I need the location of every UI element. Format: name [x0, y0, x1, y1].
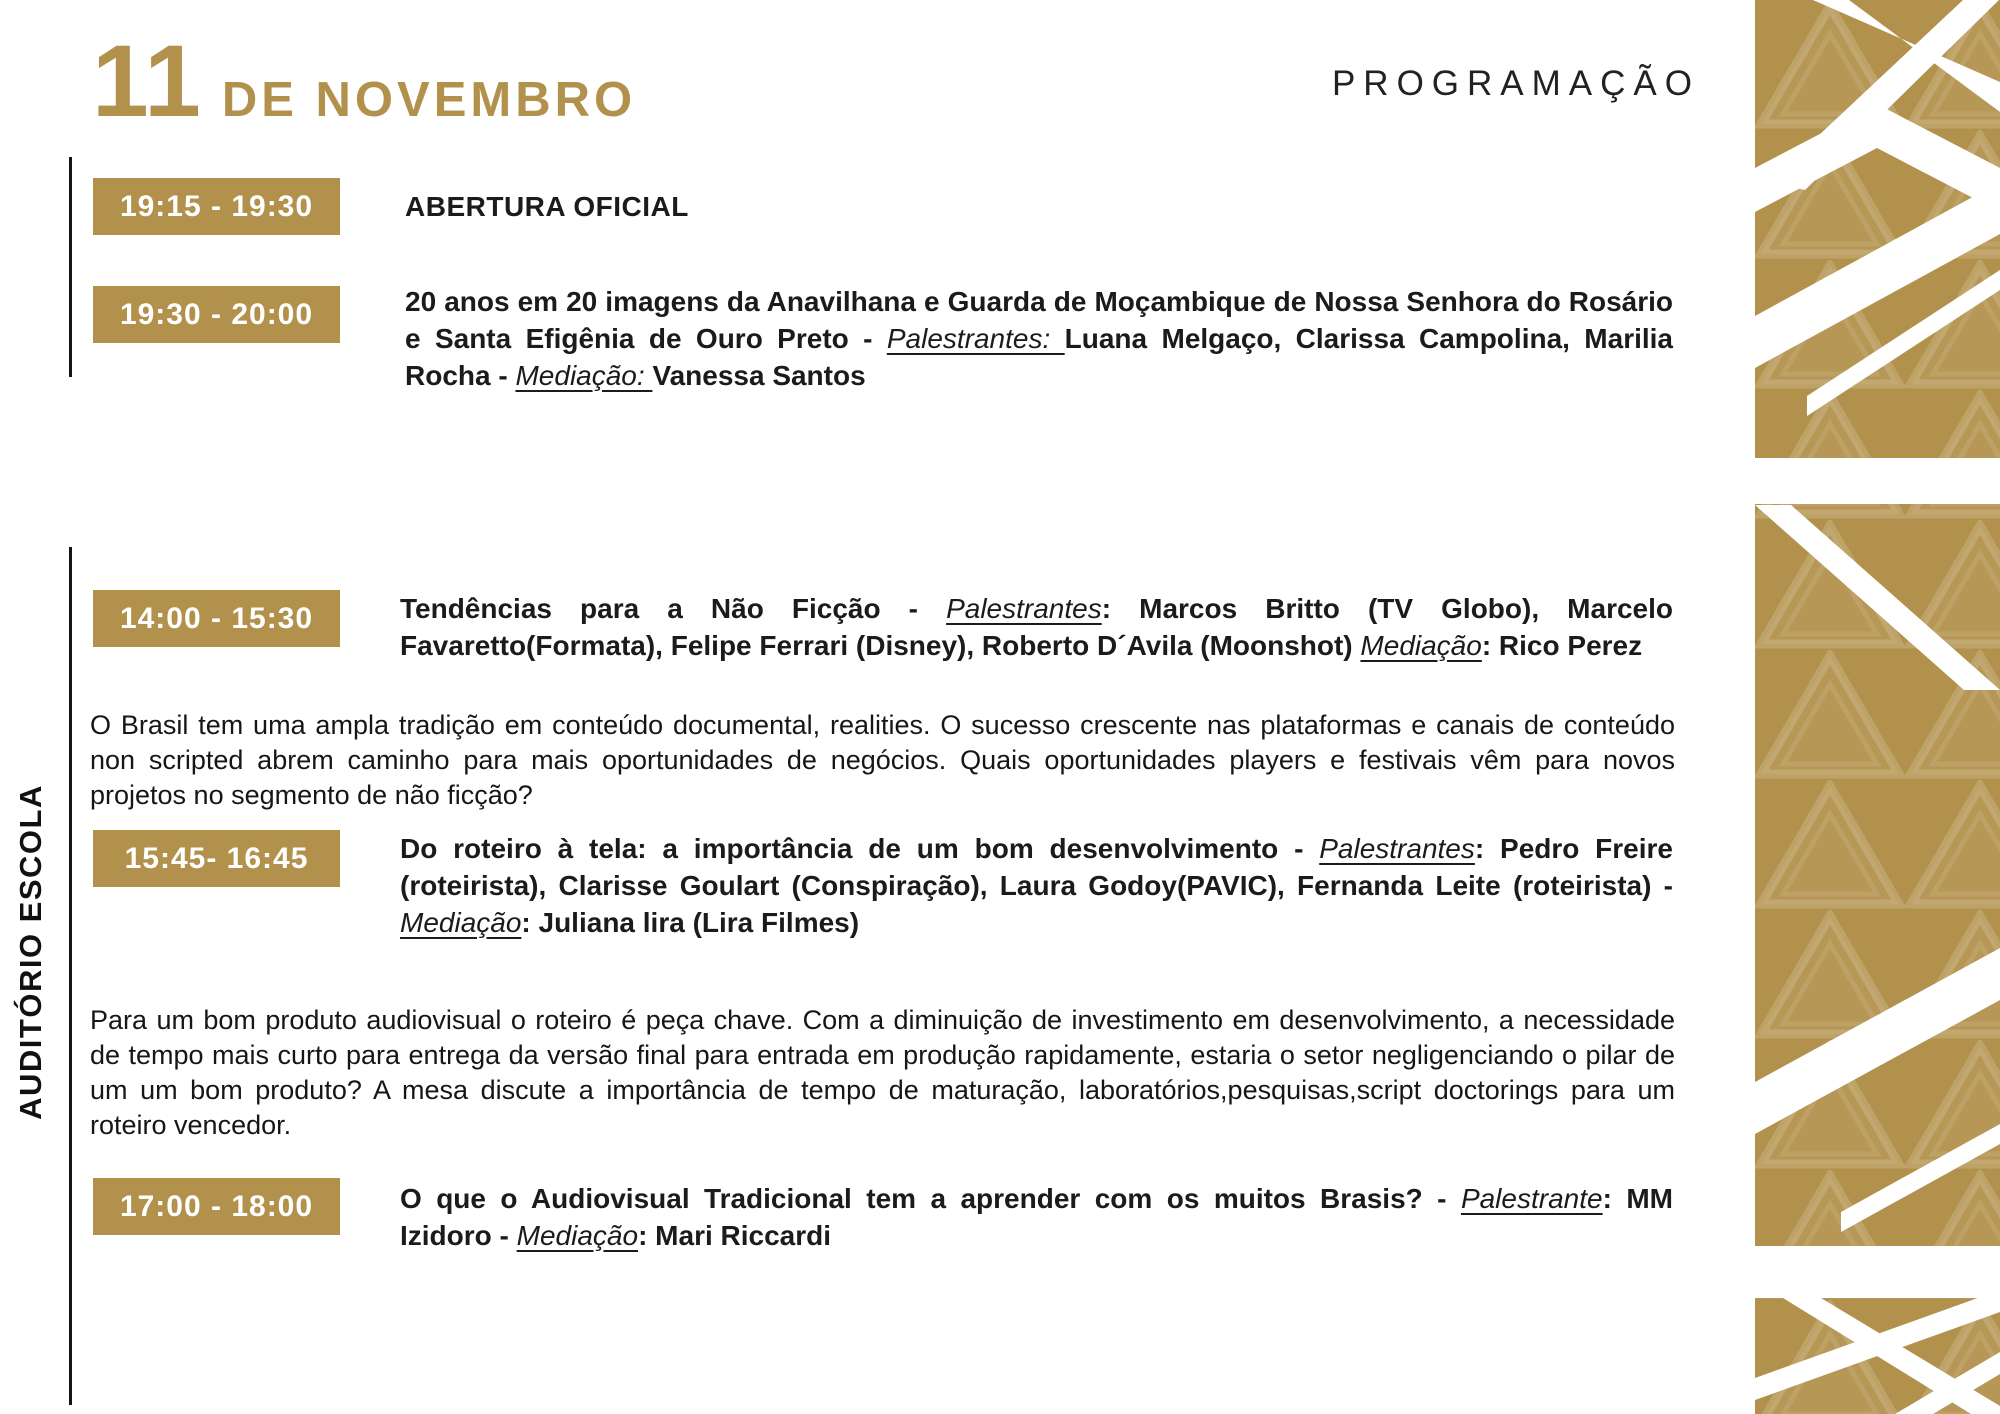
- section-rule-auditorio: [69, 547, 72, 1405]
- session-title: ABERTURA OFICIAL: [405, 191, 689, 222]
- room-label: AUDITÓRIO ESCOLA: [13, 784, 48, 1120]
- time-badge: 19:30 - 20:00: [93, 286, 340, 343]
- session-description: Para um bom produto audiovisual o roteiro é peça chave. Com a diminuição de investimento em desenvolvimento, a necessidade de tempo mais curto para entrega da versão final para entrada em produção rapidamente, estaria o setor negligenciando o pilar de um um bom produto? A mesa discute a importância de tempo de maturação, laboratórios,pesquisas,script doctorings para um roteiro vencedor.: [90, 1005, 1675, 1140]
- session-title: O que o Audiovisual Tradicional tem a aprender com os muitos Brasis? - Palestrante: MM Izidoro - Mediação: Mari Riccardi: [400, 1183, 1673, 1251]
- session-description: O Brasil tem uma ampla tradição em conteúdo documental, realities. O sucesso crescente nas plataformas e canais de conteúdo non scripted abrem caminho para mais oportunidades de negócios. Quais oportunidades players e festivais vêm para novos projetos no segmento de não ficção?: [90, 710, 1675, 810]
- day-suffix: DE NOVEMBRO: [221, 73, 637, 127]
- time-badge: 15:45- 16:45: [93, 830, 340, 887]
- time-badge: 14:00 - 15:30: [93, 590, 340, 647]
- decorative-pattern: [1755, 0, 2000, 1414]
- session-title: 20 anos em 20 imagens da Anavilhana e Guarda de Moçambique de Nossa Senhora do Rosário e Santa Efigênia de Ouro Preto - Palestrantes: Luana Melgaço, Clarissa Campolina, Marilia Rocha - Mediação: Vanessa Santos: [405, 286, 1674, 391]
- program-label: PROGRAMAÇÃO: [1331, 64, 1700, 103]
- section-rule-top: [69, 157, 72, 377]
- session-title: Do roteiro à tela: a importância de um bom desenvolvimento - Palestrantes: Pedro Freire (roteirista), Clarisse Goulart (Conspiração), Laura Godoy(PAVIC), Fernanda Leite (roteirista) - Mediação: Juliana lira (Lira Filmes): [400, 833, 1674, 938]
- time-badge: 19:15 - 19:30: [93, 178, 340, 235]
- page-title: [92, 24, 637, 138]
- day-number: 11: [92, 24, 202, 138]
- time-badge: 17:00 - 18:00: [93, 1178, 340, 1235]
- session-title: Tendências para a Não Ficção - Palestrantes: Marcos Britto (TV Globo), Marcelo Favaretto(Formata), Felipe Ferrari (Disney), Roberto D´Avila (Moonshot) Mediação: Rico Perez: [400, 593, 1674, 661]
